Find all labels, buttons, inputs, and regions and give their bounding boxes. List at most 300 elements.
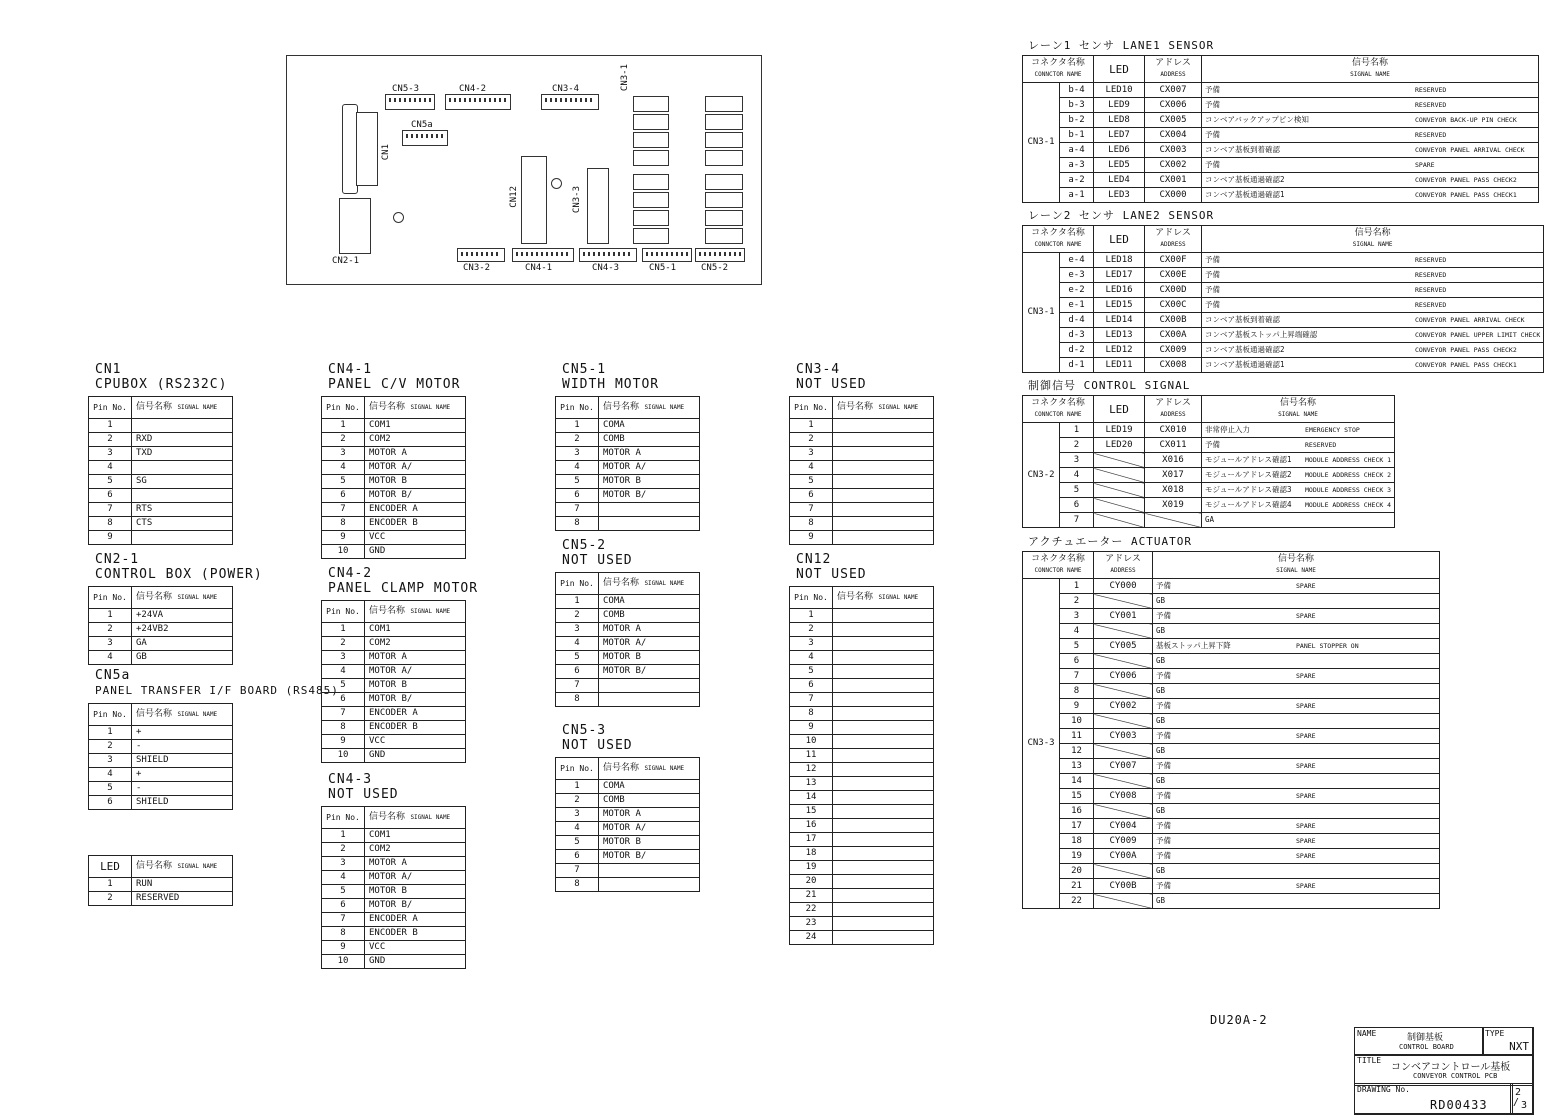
signal-name	[1153, 864, 1440, 879]
pin-number: 1	[556, 419, 599, 433]
pin-number: b-4	[1060, 83, 1094, 98]
pin-number: 2	[790, 433, 833, 447]
signal-name-jp: 予備	[1205, 130, 1220, 139]
sensor-connector-15	[705, 210, 743, 226]
signal-name-en: CONVEYOR PANEL PASS CHECK2	[1415, 176, 1517, 184]
table-row	[790, 637, 934, 651]
address: CX00C	[1145, 298, 1202, 313]
signal-name: RUN	[132, 878, 233, 892]
table-row	[790, 847, 934, 861]
signal-name-en: RESERVED	[1415, 86, 1447, 94]
signal-name	[833, 517, 934, 531]
cn3-2-connector	[457, 248, 505, 262]
signal-name-en: EMERGENCY STOP	[1305, 426, 1360, 434]
pin-number: 3	[322, 447, 365, 461]
signal-name	[132, 419, 233, 433]
table-row	[790, 791, 934, 805]
address: CX00A	[1145, 328, 1202, 343]
table-row	[790, 721, 934, 735]
address: CY001	[1094, 609, 1153, 624]
signal-name: COM1	[365, 829, 466, 843]
pin-number: a-4	[1060, 143, 1094, 158]
cn4-2-connector	[445, 94, 511, 110]
signal-name	[1202, 453, 1395, 468]
pin-number: 5	[1060, 483, 1094, 498]
signal-name	[1153, 894, 1440, 909]
signal-name-jp: GA	[1205, 515, 1215, 524]
table-row	[556, 864, 700, 878]
signal-name-jp: 予備	[1156, 791, 1171, 800]
pin-number: 3	[556, 623, 599, 637]
signal-name-jp: GB	[1156, 656, 1166, 665]
signal-name-jp: 予備	[1205, 300, 1220, 309]
pin-number: 3	[322, 857, 365, 871]
sensor-connector-4	[633, 150, 669, 166]
signal-name: MOTOR A	[365, 447, 466, 461]
signal-name-en: SPARE	[1296, 882, 1316, 890]
table-row	[322, 913, 466, 927]
signal-name	[1202, 358, 1544, 373]
signal-name-en: MODULE ADDRESS CHECK 2	[1305, 471, 1392, 479]
table-row	[1023, 654, 1440, 669]
signal-name: GA	[132, 637, 233, 651]
signal-name	[1153, 789, 1440, 804]
pin-number: 2	[556, 433, 599, 447]
address: X017	[1145, 468, 1202, 483]
pin-number: 2	[89, 433, 132, 447]
label-cn3-3: CN3-3	[572, 186, 582, 214]
signal-name	[1202, 498, 1395, 513]
pin-number: 5	[790, 475, 833, 489]
signal-name: +24VA	[132, 609, 233, 623]
cn3-4-connector	[541, 94, 599, 110]
pin-number: 6	[1060, 498, 1094, 513]
pin-number: 4	[89, 768, 132, 782]
address: CX00F	[1145, 253, 1202, 268]
pin-number: 5	[556, 836, 599, 850]
pin-number: 17	[790, 833, 833, 847]
table-row	[1023, 113, 1539, 128]
pin-number: 19	[1060, 849, 1094, 864]
pin-number: 1	[556, 595, 599, 609]
table-row	[790, 777, 934, 791]
pin-number: 6	[556, 850, 599, 864]
signal-name	[833, 861, 934, 875]
signal-name	[833, 777, 934, 791]
table-row	[89, 447, 233, 461]
table-row	[1023, 283, 1544, 298]
led-name: LED5	[1094, 158, 1145, 173]
table-row	[556, 447, 700, 461]
address: X019	[1145, 498, 1202, 513]
signal-name	[833, 889, 934, 903]
table-row	[1023, 483, 1395, 498]
title-cell: TITLE コンベアコントロール基板 CONVEYOR CONTROL PCB	[1354, 1054, 1534, 1086]
signal-name	[1153, 684, 1440, 699]
table-row	[1023, 729, 1440, 744]
signal-name	[833, 651, 934, 665]
address: CX008	[1145, 358, 1202, 373]
table-row	[1023, 714, 1440, 729]
pin-number: d-1	[1060, 358, 1094, 373]
label-cn12: CN12	[509, 186, 519, 208]
pin-number: 22	[790, 903, 833, 917]
led-name: LED15	[1094, 298, 1145, 313]
signal-name-en: CONVEYOR PANEL PASS CHECK1	[1415, 191, 1517, 199]
pin-number: 1	[89, 878, 132, 892]
signal-name	[1153, 879, 1440, 894]
signal-name-en: MODULE ADDRESS CHECK 3	[1305, 486, 1392, 494]
signal-name: GND	[365, 749, 466, 763]
address: CX00B	[1145, 313, 1202, 328]
signal-name	[833, 419, 934, 433]
signal-name: -	[132, 740, 233, 754]
table-row	[1023, 894, 1440, 909]
signal-name-jp: GB	[1156, 626, 1166, 635]
signal-name-jp: GB	[1156, 716, 1166, 725]
led-name: LED10	[1094, 83, 1145, 98]
signal-name-en: SPARE	[1296, 792, 1316, 800]
table-row	[322, 693, 466, 707]
table-row	[1023, 128, 1539, 143]
table-row	[790, 861, 934, 875]
table-row	[1023, 789, 1440, 804]
table-row	[1023, 328, 1544, 343]
address: CX004	[1145, 128, 1202, 143]
cn3-4-title: CN3-4 NOT USED	[796, 362, 867, 392]
control-signal-table: コネクタ名称 CONNCTOR NAME LED アドレス ADDRESS 信号名称 SIGNAL NAME CN3-2 1 LED19 CX010 非常停止入力 EMERGENCY STOP 2 LED20 CX011 予備 RESERVED 3 X016 モジュールアドレス確認1 MODULE ADDRESS CHECK 1 4 X017 モジュールアドレス確認2 MODULE ADDRESS CHECK 2 5 X018 モジュールアドレス確認3 MODULE ADDRESS CHECK 3 6 X019 モジュールアドレス確認4 MODULE ADDRESS CHECK 4 7 GA	[1022, 395, 1395, 528]
signal-name	[1202, 483, 1395, 498]
label-cn5-1: CN5-1	[649, 263, 677, 273]
table-row	[790, 447, 934, 461]
signal-name-en: SPARE	[1296, 852, 1316, 860]
pin-number: b-1	[1060, 128, 1094, 143]
pin-number: 2	[1060, 594, 1094, 609]
table-row	[1023, 609, 1440, 624]
connector-group: CN3-1	[1023, 83, 1060, 203]
pin-number: 5	[1060, 639, 1094, 654]
cn5a-title: CN5a PANEL TRANSFER I/F BOARD (RS485)	[95, 668, 339, 697]
pin-number: 8	[790, 517, 833, 531]
signal-name	[833, 475, 934, 489]
table-row	[790, 489, 934, 503]
table-row	[1023, 98, 1539, 113]
table-row	[790, 805, 934, 819]
pin-number: 5	[556, 651, 599, 665]
led-name: LED11	[1094, 358, 1145, 373]
pin-number: 9	[322, 531, 365, 545]
pin-number: 21	[1060, 879, 1094, 894]
signal-name	[1202, 468, 1395, 483]
signal-name: COM2	[365, 637, 466, 651]
signal-name	[599, 878, 700, 892]
table-row	[556, 878, 700, 892]
signal-name	[1153, 669, 1440, 684]
pin-number: 8	[322, 927, 365, 941]
pin-number: 14	[1060, 774, 1094, 789]
sensor-connector-2	[633, 114, 669, 130]
table-row	[322, 829, 466, 843]
table-row	[1023, 343, 1544, 358]
signal-name: MOTOR B	[365, 475, 466, 489]
pin-number: 10	[790, 735, 833, 749]
cn1-pin-table: Pin No. 信号名称 SIGNAL NAME 1 2 RXD 3 TXD 4 5 SG 6 7 RTS 8 CTS 9	[88, 396, 233, 545]
cn5-1-pin-table: Pin No. 信号名称 SIGNAL NAME 1 COMA 2 COMB 3 MOTOR A 4 MOTOR A/ 5 MOTOR B 6 MOTOR B/ 7 8	[555, 396, 700, 531]
signal-name	[833, 531, 934, 545]
signal-name	[1202, 113, 1539, 128]
table-row	[322, 545, 466, 559]
signal-name	[833, 833, 934, 847]
table-row	[790, 475, 934, 489]
sensor-connector-12	[705, 150, 743, 166]
table-row	[556, 461, 700, 475]
sensor-connector-9	[705, 96, 743, 112]
table-row	[322, 707, 466, 721]
signal-name-en: SPARE	[1296, 762, 1316, 770]
signal-name-en: PANEL STOPPER ON	[1296, 642, 1359, 650]
pin-number: 1	[790, 419, 833, 433]
signal-name: MOTOR B/	[599, 850, 700, 864]
pin-number: 4	[556, 822, 599, 836]
led-name	[1094, 483, 1145, 498]
signal-name	[1153, 714, 1440, 729]
table-row	[1023, 253, 1544, 268]
pin-number: b-2	[1060, 113, 1094, 128]
table-row	[322, 857, 466, 871]
actuator-title: アクチュエーター ACTUATOR	[1028, 535, 1192, 548]
table-row	[1023, 834, 1440, 849]
signal-name-jp: 予備	[1156, 821, 1171, 830]
led-name: LED20	[1094, 438, 1145, 453]
table-row	[790, 875, 934, 889]
cn12-connector	[521, 156, 547, 244]
signal-name	[1153, 834, 1440, 849]
signal-name	[833, 805, 934, 819]
pin-number: 15	[790, 805, 833, 819]
pin-number: 3	[556, 447, 599, 461]
pin-number: 7	[89, 503, 132, 517]
table-row	[556, 679, 700, 693]
signal-name	[833, 461, 934, 475]
pin-number: 7	[322, 707, 365, 721]
pin-number: 1	[1060, 423, 1094, 438]
address: CX006	[1145, 98, 1202, 113]
table-row	[89, 637, 233, 651]
pin-number: a-1	[1060, 188, 1094, 203]
table-row	[556, 475, 700, 489]
signal-name	[833, 763, 934, 777]
signal-name: MOTOR B	[365, 885, 466, 899]
signal-name: MOTOR A/	[599, 461, 700, 475]
table-row	[790, 819, 934, 833]
signal-name	[1202, 83, 1539, 98]
pin-number: 3	[322, 651, 365, 665]
signal-name: MOTOR B/	[599, 489, 700, 503]
table-row	[1023, 83, 1539, 98]
mounting-hole	[393, 212, 404, 223]
signal-name	[1153, 729, 1440, 744]
table-row	[322, 623, 466, 637]
address	[1094, 804, 1153, 819]
table-row	[322, 679, 466, 693]
sensor-connector-16	[705, 228, 743, 244]
pin-number: 4	[790, 461, 833, 475]
signal-name-jp: 予備	[1156, 851, 1171, 860]
cn1-title: CN1 CPUBOX (RS232C)	[95, 362, 228, 392]
table-row	[1023, 313, 1544, 328]
signal-name	[1153, 849, 1440, 864]
table-row	[89, 796, 233, 810]
signal-name	[1153, 654, 1440, 669]
signal-name-jp: コンベア基板通過確認2	[1205, 345, 1285, 354]
address: CY000	[1094, 579, 1153, 594]
pin-number: 8	[1060, 684, 1094, 699]
signal-name: ENCODER B	[365, 517, 466, 531]
signal-name: RTS	[132, 503, 233, 517]
address	[1094, 744, 1153, 759]
address	[1094, 714, 1153, 729]
signal-name	[833, 489, 934, 503]
sensor-connector-11	[705, 132, 743, 148]
pin-number: 2	[89, 740, 132, 754]
cn4-1-connector	[512, 248, 574, 262]
signal-name-jp: 予備	[1156, 611, 1171, 620]
pin-number: 11	[1060, 729, 1094, 744]
table-row	[790, 503, 934, 517]
signal-name: COMA	[599, 595, 700, 609]
table-row	[89, 651, 233, 665]
pin-number: 18	[1060, 834, 1094, 849]
signal-name	[1202, 268, 1544, 283]
led-name: LED7	[1094, 128, 1145, 143]
table-row	[322, 419, 466, 433]
signal-name-jp: 予備	[1156, 836, 1171, 845]
signal-name	[1153, 609, 1440, 624]
signal-name: +	[132, 726, 233, 740]
table-row	[89, 726, 233, 740]
signal-name-jp: 予備	[1205, 440, 1220, 449]
pin-number: 1	[790, 609, 833, 623]
table-row	[1023, 819, 1440, 834]
address	[1094, 594, 1153, 609]
table-row	[322, 637, 466, 651]
label-cn5-2: CN5-2	[701, 263, 729, 273]
pin-number: 2	[89, 892, 132, 906]
signal-name	[833, 433, 934, 447]
signal-name	[833, 679, 934, 693]
pin-number: 21	[790, 889, 833, 903]
pin-number: 9	[1060, 699, 1094, 714]
signal-name-jp: コンベア基板通過確認2	[1205, 175, 1285, 184]
label-cn4-1: CN4-1	[525, 263, 553, 273]
table-row	[790, 461, 934, 475]
signal-name	[1153, 579, 1440, 594]
signal-name	[1153, 774, 1440, 789]
cn4-1-title: CN4-1 PANEL C/V MOTOR	[328, 362, 461, 392]
table-row	[790, 433, 934, 447]
table-row	[322, 447, 466, 461]
cn12-pin-table: Pin No. 信号名称 SIGNAL NAME 1 2 3 4 5 6 7 8 9 10 11 12 13 14 15 16 17 18 19 20 21 22 23 24	[789, 586, 934, 945]
pin-number: 19	[790, 861, 833, 875]
signal-name: SG	[132, 475, 233, 489]
table-row	[1023, 513, 1395, 528]
table-row	[1023, 298, 1544, 313]
address: CY003	[1094, 729, 1153, 744]
pin-number: 6	[322, 489, 365, 503]
address	[1094, 774, 1153, 789]
led-name	[1094, 513, 1145, 528]
table-row	[89, 782, 233, 796]
signal-name: SHIELD	[132, 796, 233, 810]
signal-name-en: CONVEYOR BACK-UP PIN CHECK	[1415, 116, 1517, 124]
signal-name	[833, 735, 934, 749]
pin-number: 6	[790, 489, 833, 503]
signal-name	[1202, 253, 1544, 268]
cn5-2-title: CN5-2 NOT USED	[562, 538, 633, 568]
table-row	[790, 763, 934, 777]
cn4-3-title: CN4-3 NOT USED	[328, 772, 399, 802]
pin-number: 5	[89, 475, 132, 489]
signal-name: +24VB2	[132, 623, 233, 637]
table-row	[556, 517, 700, 531]
pin-number: e-2	[1060, 283, 1094, 298]
table-row	[1023, 268, 1544, 283]
table-row	[1023, 699, 1440, 714]
signal-name-jp: モジュールアドレス確認1	[1205, 455, 1292, 464]
table-row	[89, 878, 233, 892]
label-cn3-2: CN3-2	[463, 263, 491, 273]
pin-number: 2	[322, 843, 365, 857]
pin-number: 1	[89, 726, 132, 740]
address: CX000	[1145, 188, 1202, 203]
pin-number: 1	[556, 780, 599, 794]
signal-name	[833, 503, 934, 517]
pin-number: 5	[556, 475, 599, 489]
pin-number: 3	[556, 808, 599, 822]
sensor-connector-7	[633, 210, 669, 226]
cn5a-pin-table: Pin No. 信号名称 SIGNAL NAME 1 + 2 - 3 SHIELD 4 + 5 - 6 SHIELD	[88, 703, 233, 810]
table-row	[556, 419, 700, 433]
type-cell: TYPE NXT	[1482, 1027, 1534, 1056]
signal-name-en: RESERVED	[1415, 286, 1447, 294]
table-row	[1023, 579, 1440, 594]
signal-name-en: RESERVED	[1415, 271, 1447, 279]
led-name: LED4	[1094, 173, 1145, 188]
label-cn1: CN1	[381, 144, 391, 161]
signal-name-en: CONVEYOR PANEL PASS CHECK1	[1415, 361, 1517, 369]
pin-number: 3	[89, 637, 132, 651]
signal-name-jp: モジュールアドレス確認2	[1205, 470, 1292, 479]
signal-name-jp: コンベア基板到着確認	[1205, 145, 1280, 154]
signal-name	[833, 637, 934, 651]
table-row	[556, 822, 700, 836]
table-row	[1023, 594, 1440, 609]
pin-number: 5	[790, 665, 833, 679]
pin-number: 4	[556, 461, 599, 475]
signal-name: COMB	[599, 433, 700, 447]
pin-number: d-2	[1060, 343, 1094, 358]
pin-number: 2	[1060, 438, 1094, 453]
table-row	[790, 889, 934, 903]
table-row	[790, 517, 934, 531]
address: CX00E	[1145, 268, 1202, 283]
led-name	[1094, 468, 1145, 483]
table-row	[1023, 744, 1440, 759]
pin-number: 9	[790, 721, 833, 735]
actuator-table: コネクタ名称 CONNCTOR NAME アドレス ADDRESS 信号名称 SIGNAL NAME CN3-3 1 CY000 予備 SPARE 2 GB 3 CY001 予備 SPARE 4 GB 5 CY005 基板ストッパ上昇下降 PANEL STOPPER ON 6 GB 7 CY006 予備 SPARE 8 GB 9 CY002 予備 SPARE 10 GB 11 CY003 予備 SPARE 12 GB 13 CY007 予備 SPARE 14 GB 15 CY008 予備 SPARE 16 GB 17 CY004 予備 SPARE 18 CY009 予備 SPARE 19 CY00A 予備 SPARE 20 GB 21 CY00B 予備 SPARE 22 GB	[1022, 551, 1440, 909]
signal-name-jp: モジュールアドレス確認4	[1205, 500, 1292, 509]
pin-number: 4	[556, 637, 599, 651]
